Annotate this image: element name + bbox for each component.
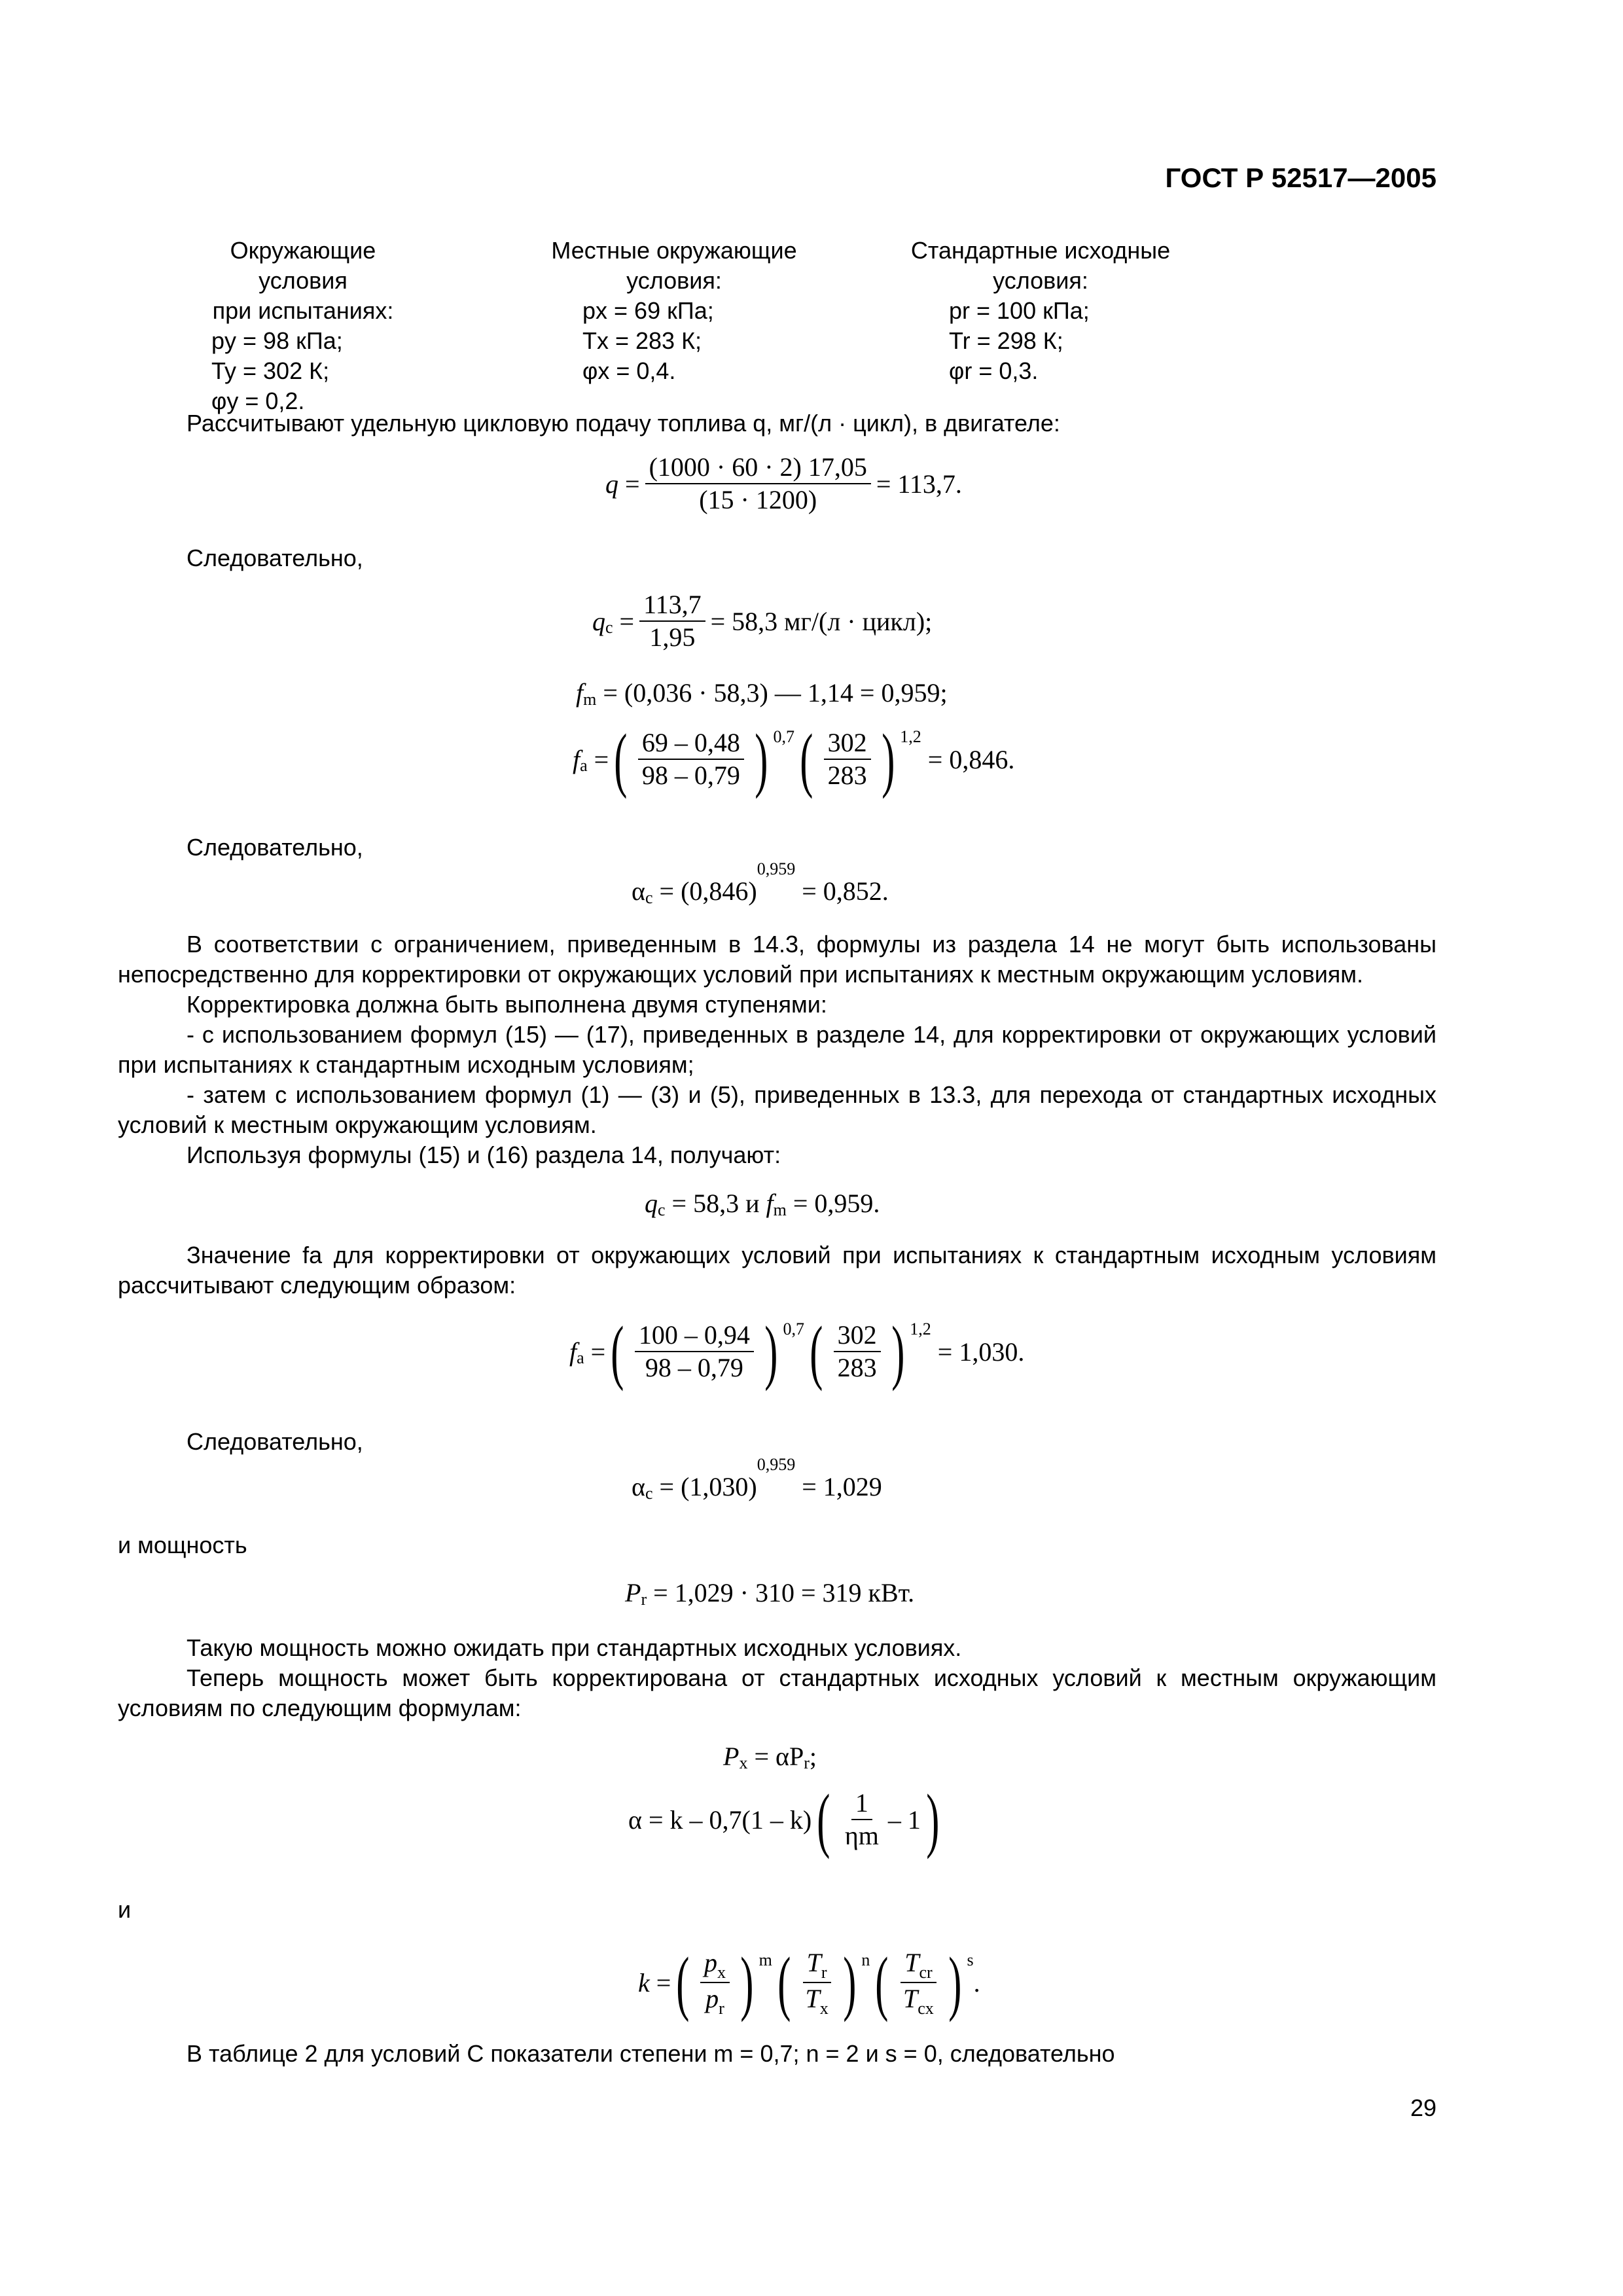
formula-k: k = ( $\frac{p_x}{p_r}$ ) $^m$ ( $\frac{T_r}{T_x}$ ) $^n$ ( $\frac{T_{cr}}{T_{cx}}$ ) $^s$ . [638,1943,980,2022]
formula-pr: P $_r$ = 1,029 · 310 = 319 кВт. [625,1578,915,1609]
conditions-standard: Стандартные исходные условия: pr = 100 кПа; Tr = 298 К; φr = 0,3. [910,237,1171,384]
formula-fa-1: f $_a$ = ( $\frac{69 - 0,48}{98 - 0,79}$ ) $^{0,7}$ ( $\frac{302}{283}$ ) $^{1,2}$ = 0,846. [573,719,1015,799]
para-and-power: и мощность [118,1532,247,1558]
conditions-local: Местные окружающие условия: px = 69 кПа; Tx = 283 К; φx = 0,4. [551,237,797,384]
formula-fm: f $_m$ = (0,036 · 58,3) — 1,14 = 0,959; [576,678,948,709]
para-now-power: Теперь мощность может быть корректирована от стандартных исходных условий к местным окружающим условиям по следующим формулам: [118,1664,1436,1721]
para-therefore-1: Следовательно, [187,545,363,571]
formula-q: q = $\frac{(1000 \cdot 60 \cdot 2) 17,05}{(15 \cdot 1200)}$ = 113,7. [605,452,962,514]
para-step-2: - затем с использованием формул (1) — (3) и (5), приведенных в 13.3, для перехода от стандартных исходных условий к местным окружающим условиям. [118,1081,1436,1138]
para-table2: В таблице 2 для условий C показатели степени m = 0,7; n = 2 и s = 0, следовательно [187,2040,1115,2067]
para-two-steps: Корректировка должна быть выполнена двумя ступенями: [187,991,827,1018]
conditions-test: Окружающие условия при испытаниях: py = 98 кПа; Ty = 302 К; φy = 0,2. [211,237,394,414]
formula-fa-2: f $_a$ = ( $\frac{100 - 0,94}{98 - 0,79}$ ) $^{0,7}$ ( $\frac{302}{283}$ ) $^{1,2}$ = 1,030. [569,1312,1025,1391]
para-step-1: - с использованием формул (15) — (17), приведенных в разделе 14, для корректировки от окружающих условий при испытаниях к стандартным исходным условиям; [118,1021,1436,1078]
para-q-intro: Рассчитывают удельную цикловую подачу топлива q, мг/(л · цикл), в двигателе: [187,410,1060,437]
formula-alpha: α = k – 0,7(1 – k) ( $\frac{1}{\eta m}$ – 1 ) [628,1780,940,1859]
para-expected-power: Такую мощность можно ожидать при стандартных исходных условиях. [187,1634,962,1661]
formula-qc-fm: q $_c$ = 58,3 и f $_m$ = 0,959. [645,1189,880,1219]
formula-qc: q $_c$ = $\frac{113,7}{1,95}$ = 58,3 мг/(л · цикл); [592,590,933,652]
formula-px: P $_x$ = αP $_r$ ; [723,1742,817,1772]
page-number: 29 [1410,2094,1436,2121]
para-using-formulas: Используя формулы (15) и (16) раздела 14, получают: [187,1141,781,1168]
formula-alpha-c-1: α $_c$ = (0,846) $^{0,959}$ = 0,852. [632,859,889,907]
para-therefore-3: Следовательно, [187,1428,363,1455]
para-and: и [118,1896,132,1923]
document-header: ГОСТ Р 52517—2005 [1165,162,1436,193]
formula-alpha-c-2: α $_c$ = (1,030) $^{0,959}$ = 1,029 [632,1454,882,1503]
para-limitation: В соответствии с ограничением, приведенным в 14.3, формулы из раздела 14 не могут быть использованы непосредственно для корректировки от окружающих условий при испытаниях к местным окружающим условиям. [118,931,1436,988]
para-fa-value: Значение fa для корректировки от окружающих условий при испытаниях к стандартным исходным условиям рассчитывают следующим образом: [118,1242,1436,1299]
para-therefore-2: Следовательно, [187,834,363,861]
